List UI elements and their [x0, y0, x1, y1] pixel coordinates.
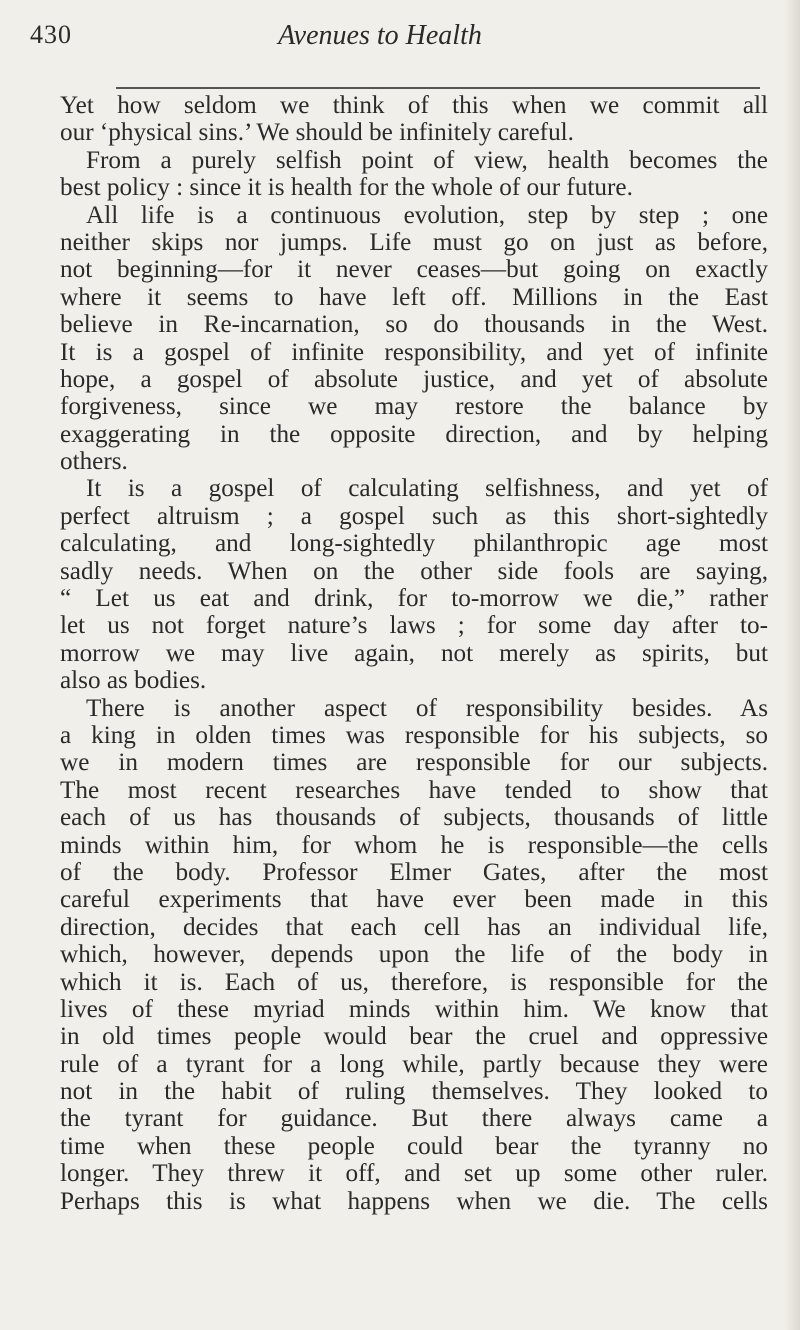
text-line: where it seems to have left off. Millions in the East	[60, 283, 768, 311]
text-line: others.	[60, 448, 128, 476]
header-rule	[116, 87, 760, 89]
text-line: Perhaps this is what happens when we die. The cells	[60, 1187, 768, 1215]
text-line: It is a gospel of infinite responsibility, and yet of infinite	[60, 338, 768, 366]
text-line: a king in olden times was responsible for his subjects, so	[60, 721, 768, 749]
text-line: careful experiments that have ever been made in this	[60, 886, 768, 914]
text-line: sadly needs. When on the other side fools are saying,	[60, 557, 768, 585]
page-number: 430	[30, 20, 72, 49]
text-line: of the body. Professor Elmer Gates, after the most	[60, 858, 768, 886]
text-line: From a purely selfish point of view, health becomes the	[86, 146, 768, 174]
text-line: longer. They threw it off, and set up some other ruler.	[60, 1160, 768, 1188]
text-line: neither skips nor jumps. Life must go on just as before,	[60, 228, 768, 256]
text-line: lives of these myriad minds within him. We know that	[60, 995, 768, 1023]
text-line: rule of a tyrant for a long while, partly because they were	[60, 1050, 768, 1078]
text-line: calculating, and long-sightedly philanthropic age most	[60, 530, 768, 558]
page-header	[30, 20, 730, 74]
text-line: which it is. Each of us, therefore, is responsible for the	[60, 968, 768, 996]
text-line: minds within him, for whom he is responsible—the cells	[60, 831, 768, 859]
text-line: which, however, depends upon the life of the body in	[60, 941, 768, 969]
text-line: our ‘physical sins.’ We should be infinitely careful.	[60, 119, 574, 147]
text-line: best policy : since it is health for the whole of our future.	[60, 174, 633, 202]
text-line: also as bodies.	[60, 667, 207, 695]
text-line: morrow we may live again, not merely as spirits, but	[60, 639, 768, 667]
body-text	[60, 92, 768, 1215]
text-line: let us not forget nature’s laws ; for some day after to-	[60, 612, 768, 640]
text-line: hope, a gospel of absolute justice, and yet of absolute	[60, 365, 768, 393]
text-line: time when these people could bear the tyranny no	[60, 1132, 768, 1160]
text-line: believe in Re-incarnation, so do thousands in the West.	[60, 311, 768, 339]
text-line: the tyrant for guidance. But there always came a	[60, 1105, 768, 1133]
text-line: direction, decides that each cell has an individual life,	[60, 913, 768, 941]
text-line: perfect altruism ; a gospel such as this short-sightedly	[60, 502, 768, 530]
text-line: Yet how seldom we think of this when we commit all	[60, 92, 768, 119]
text-line: forgiveness, since we may restore the balance by	[60, 393, 768, 421]
text-line: not beginning—for it never ceases—but going on exactly	[60, 256, 768, 284]
page-edge-shadow	[784, 0, 800, 1330]
text-line: “ Let us eat and drink, for to-morrow we die,” rather	[60, 585, 768, 613]
text-line: All life is a continuous evolution, step by step ; one	[86, 201, 768, 229]
text-line: we in modern times are responsible for our subjects.	[60, 749, 768, 777]
text-line: each of us has thousands of subjects, thousands of little	[60, 804, 768, 832]
text-line: exaggerating in the opposite direction, and by helping	[60, 420, 768, 448]
text-line: There is another aspect of responsibility besides. As	[86, 694, 768, 722]
text-line: It is a gospel of calculating selfishness, and yet of	[86, 475, 768, 503]
text-line: not in the habit of ruling themselves. They looked to	[60, 1078, 768, 1106]
running-head: Avenues to Health	[278, 20, 482, 51]
text-line: in old times people would bear the cruel and oppressive	[60, 1023, 768, 1051]
text-line: The most recent researches have tended to show that	[60, 776, 768, 804]
